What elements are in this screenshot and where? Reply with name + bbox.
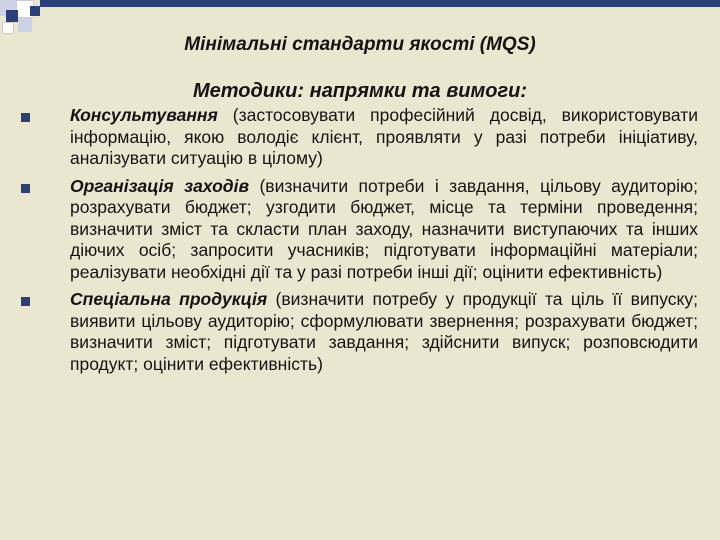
list-item xyxy=(18,289,698,375)
top-bar xyxy=(40,0,720,7)
decor-square xyxy=(6,10,18,22)
item-text xyxy=(70,105,698,170)
decor-square xyxy=(2,22,14,34)
item-text xyxy=(70,289,698,375)
list-item xyxy=(18,176,698,284)
square-bullet-icon xyxy=(21,184,30,193)
item-text xyxy=(70,176,698,284)
item-body: (визначити потреби і завдання, цільову аудиторію; розрахувати бюджет; узгодити бюджет, місце та терміни проведення; визначити зміст та скласти план заходу, назначити виступаючих та інших діючих осіб; запросити учасників; підготувати інформаційні матеріали; реалізувати необхідні дії та у разі потреби інші дії; оцінити ефективність) xyxy=(70,175,698,282)
list-item xyxy=(18,105,698,170)
decor-square xyxy=(30,6,40,16)
slide-title: Мінімальні стандарти якості (MQS) xyxy=(184,34,536,55)
item-heading: Консультування xyxy=(70,105,218,125)
square-bullet-icon xyxy=(21,297,30,306)
item-heading: Організація заходів xyxy=(70,175,250,196)
square-bullet-icon xyxy=(21,113,30,122)
item-body: (застосовувати професійний досвід, використовувати інформацію, якою володіє клієнт, проявляти у разі потреби ініціативу, аналізувати ситуацію в цілому) xyxy=(70,105,698,168)
bullet-list xyxy=(18,105,698,381)
item-heading: Спеціальна продукція xyxy=(70,289,268,309)
decor-square xyxy=(18,18,32,32)
item-body: (визначити потребу у продукції та ціль її випуску; виявити цільову аудиторію; сформулювати звернення; розрахувати бюджет; визначити зміст; підготувати завдання; здійснити випуск; розповсюдити продукт; оцінити ефективність) xyxy=(70,289,699,374)
slide-subtitle: Методики: напрямки та вимоги: xyxy=(192,80,528,102)
